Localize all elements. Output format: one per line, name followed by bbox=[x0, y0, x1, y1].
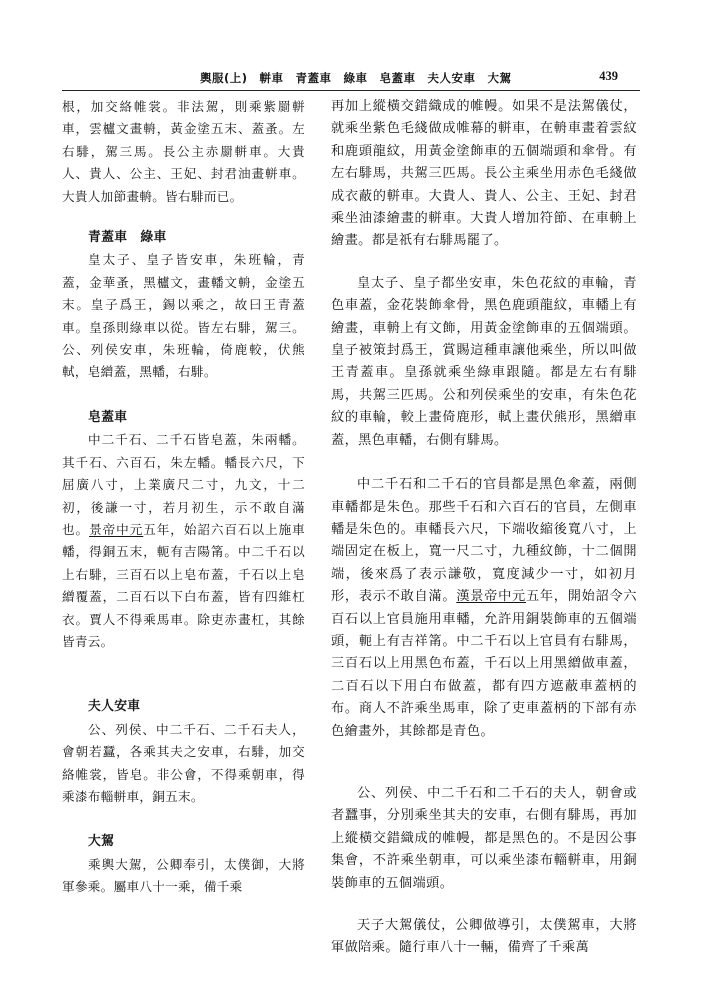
translation-column bbox=[331, 96, 637, 960]
running-title: 輿服(上) 軿車 青蓋車 綠車 皂蓋車 夫人安車 大駕 bbox=[200, 71, 512, 85]
section-title: 大駕 bbox=[88, 834, 115, 850]
original-paragraph: 根，加交絡帷裳。非法駕，則乘紫罽軿車，雲櫨文畫輈，黃金塗五末、蓋蚤。左右騑，駕三馬。長公主赤罽軿車。大貴人、貴人、公主、王妃、封君油畫軿車。大貴人加節畫輈。皆右騑而已。 bbox=[62, 99, 305, 204]
original-paragraph: 乘輿大駕，公卿奉引，太僕御，大將軍參乘。屬車八十一乘，備千乘 bbox=[62, 856, 305, 895]
text-run: 五年，始詔六百石以上施車轓，得銅五末，軛有吉陽筩。中二千石以上右騑，三百石以上皂布蓋，千石以上皂繒覆蓋，二百石以下白布蓋，皆有四維杠衣。賈人不得乘馬車。除吏赤畫杠，其餘皆青云。 bbox=[62, 521, 305, 649]
translation-paragraph: 皇太子、皇子都坐安車，朱色花紋的車輪，青色車蓋，金花裝飾傘骨，黑色鹿頭龍紋，車轓上有繪畫，車輈上有文飾，用黃金塗飾車的五個端頭。皇子被策封爲王，賞賜這種車讓他乘坐，所以叫做王青蓋車。皇孫就乘坐綠車跟隨。都是左右有騑馬，共駕三匹馬。公和列侯乘坐的安車，有朱色花紋的車輪，較上畫倚鹿形，軾上畫伏熊形，黑繒車蓋，黑色車轓，右側有騑馬。 bbox=[331, 275, 637, 448]
section-title: 皂蓋車 bbox=[88, 409, 128, 425]
emperor-name: 漢景帝 bbox=[456, 589, 499, 605]
running-header bbox=[0, 70, 716, 92]
translation-paragraph: 再加上縱橫交錯織成的帷幔。如果不是法駕儀仗，就乘坐紫色毛綫做成帷幕的軿車，在輈車畫着雲紋和鹿頭龍紋，用黃金塗飾車的五個端頭和傘骨。有左右騑馬，共駕三匹馬。長公主乘坐用赤色毛綫做成衣蔽的軿車。大貴人、貴人、公主、王妃、封君乘坐油漆繪畫的軿車。大貴人增加符節、在車輈上繪畫。都是祇有右騑馬罷了。 bbox=[331, 99, 637, 249]
era-name: 中元 bbox=[116, 521, 144, 537]
text-run: 五年，開始詔令六百石以上官員施用車轓，允許用銅裝飾車的五個端頭，軛上有吉祥筩。中二千石以上官員有右騑馬，三百石以上用黑色布蓋，千石以上用黑繒做車蓋，二百石以下用白布做蓋，都有四方遮蔽車蓋柄的布。商人不許乘坐馬車，除了吏車蓋柄的下部有赤色繪畫外，其餘都是青色。 bbox=[331, 589, 638, 739]
translation-paragraph: 天子大駕儀仗，公卿做導引，太僕駕車，大將軍做陪乘。隨行車八十一輛，備齊了千乘萬 bbox=[331, 918, 637, 956]
section-title: 夫人安車 bbox=[88, 699, 141, 715]
translation-paragraph bbox=[331, 474, 637, 743]
original-paragraph: 皇太子、皇子皆安車，朱班輪，青蓋，金華蚤，黑櫨文，畫轓文輈，金塗五末。皇子爲王，錫以乘之，故曰王青蓋車。皇孫則綠車以從。皆左右騑，駕三。公、列侯安車，朱班輪，倚鹿較，伏熊軾，皂繒蓋，黑轓，右騑。 bbox=[62, 252, 305, 380]
text-run: 中二千石和二千石的官員都是黑色傘蓋，兩側車轓都是朱色。那些千石和六百石的官員，左側車轓是朱色的。車轓長六尺，下端收縮後寬八寸，上端固定在板上，寬一尺二寸，九種紋飾，十二個開端，後來爲了表示謙敬，寬度減少一寸，如初月形，表示不敢自滿。 bbox=[331, 477, 637, 605]
original-text-column bbox=[62, 96, 305, 899]
original-paragraph bbox=[62, 429, 305, 653]
emperor-name: 景帝 bbox=[89, 521, 117, 537]
translation-paragraph: 公、列侯、中二千石和二千石的夫人，朝會或者蠶事，分別乘坐其夫的安車，右側有騑馬，再加上縱橫交錯織成的帷幔，都是黑色的。不是因公事集會，不許乘坐朝車，可以乘坐漆布輜軿車，用銅裝飾車的五個端頭。 bbox=[331, 785, 637, 891]
original-paragraph: 公、列侯、中二千石、二千石夫人，會朝若蠶，各乘其夫之安車，右騑，加交絡帷裳，皆皂。非公會，不得乘朝車，得乘漆布輜軿車，銅五末。 bbox=[62, 721, 305, 804]
page-number: 439 bbox=[599, 69, 618, 83]
header-rule bbox=[62, 90, 640, 91]
era-name: 中元 bbox=[498, 589, 526, 605]
text-run: 中二千石、二千石皆皂蓋，朱兩轓。其千石、六百石，朱左轓。轓長六尺，下屈廣八寸，上業廣尺二寸，九文，十二初，後謙一寸，若月初生，示不敢自滿也。 bbox=[62, 432, 305, 537]
section-title: 青蓋車 綠車 bbox=[88, 230, 167, 246]
